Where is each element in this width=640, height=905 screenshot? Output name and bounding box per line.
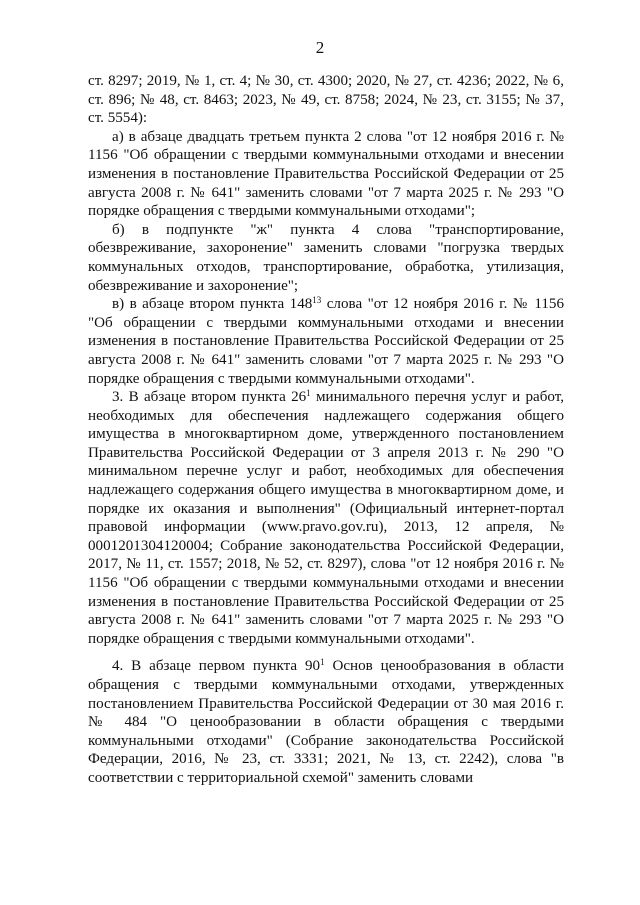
paragraph-text: а) в абзаце двадцать третьем пункта 2 слова "от 12 ноября 2016 г. № 1156 "Об обращении с твердыми коммунальными отходами и внесении изменения в постановление Правительства Российской Федерации от 25 августа 2008 г. № 641" заменить словами "от 7 марта 2025 г. № 293 "О порядке обращения с твердыми коммунальными отходами"; xyxy=(88,128,564,220)
paragraph-p4 xyxy=(88,295,564,388)
paragraph-p6 xyxy=(88,657,564,787)
page-number: 2 xyxy=(315,38,325,57)
paragraph-text: 3. В абзаце втором пункта 26 xyxy=(112,389,307,406)
paragraph-p5 xyxy=(88,388,564,648)
paragraph-p1 xyxy=(88,72,564,128)
document-body xyxy=(88,72,564,788)
paragraph-text: 4. В абзаце первом пункта 90 xyxy=(112,658,321,675)
superscript: 1 xyxy=(320,657,325,668)
superscript: 1 xyxy=(306,388,311,399)
paragraph-p3 xyxy=(88,221,564,295)
paragraph-text: минимального перечня услуг и работ, необходимых для обеспечения надлежащего содержания общего имущества в многоквартирном доме, утвержденного постановлением Правительства Российской Федерации от 3 апреля 2013 г. № 290 "О минимальном перечне услуг и работ, необходимых для обеспечения надлежащего содержания общего имущества в многоквартирном доме, и порядке их оказания и выполнения" (Официальный интернет-портал правовой информации (www.pravo.gov.ru), 2013, 12 апреля, № 0001201304120004; Собрание законодательства Российской Федерации, 2017, № 11, ст. 1557; 2018, № 52, ст. 8297), слова "от 12 ноября 2016 г. № 1156 "Об обращении с твердыми коммунальными отходами и внесении изменения в постановление Правительства Российской Федерации от 25 августа 2008 г. № 641" заменить словами "от 7 марта 2025 г. № 293 "О порядке обращения с твердыми коммунальными отходами". xyxy=(88,389,564,647)
paragraph-text: в) в абзаце втором пункта 148 xyxy=(112,296,313,313)
superscript: 13 xyxy=(312,295,322,306)
paragraph-text: б) в подпункте "ж" пункта 4 слова "транспортирование, обезвреживание, захоронение" заменить словами "погрузка твердых коммунальных отходов, транспортирование, обработка, утилизация, обезвреживание и захоронение"; xyxy=(88,221,564,294)
paragraph-p2 xyxy=(88,128,564,221)
paragraph-text: слова "от 12 ноября 2016 г. № 1156 "Об обращении с твердыми коммунальными отходами и внесении изменения в постановление Правительства Российской Федерации от 25 августа 2008 г. № 641" заменить словами "от 7 марта 2025 г. № 293 "О порядке обращения с твердыми коммунальными отходами". xyxy=(88,296,564,387)
paragraph-text: Основ ценообразования в области обращения с твердыми коммунальными отходами, утвержденных постановлением Правительства Российской Федерации от 30 мая 2016 г. № 484 "О ценообразовании в области обращения с твердыми коммунальными отходами" (Собрание законодательства Российской Федерации, 2016, № 23, ст. 3331; 2021, № 13, ст. 2242), слова "в соответствии с территориальной схемой" заменить словами xyxy=(88,658,565,786)
paragraph-text: ст. 8297; 2019, № 1, ст. 4; № 30, ст. 4300; 2020, № 27, ст. 4236; 2022, № 6, ст. 896; № 48, ст. 8463; 2023, № 49, ст. 8758; 2024, № 23, ст. 3155; № 37, ст. 5554): xyxy=(88,73,564,127)
